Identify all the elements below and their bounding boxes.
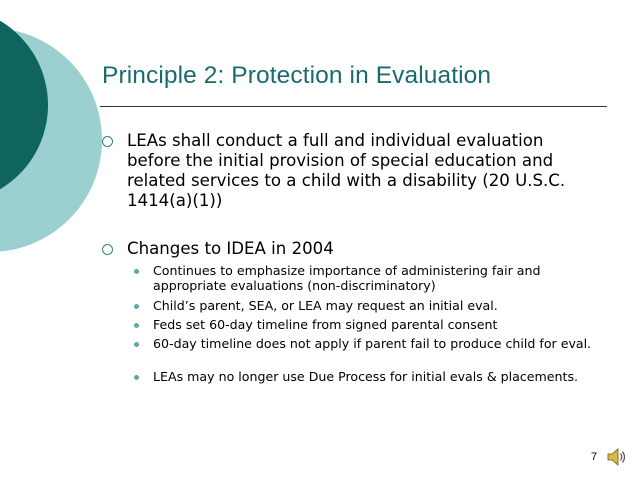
dot-bullet-icon (134, 342, 139, 347)
sub-bullet-item (134, 369, 604, 384)
sub-bullet-item (134, 317, 604, 332)
sub-bullet-text: Child’s parent, SEA, or LEA may request an initial eval. (153, 298, 498, 313)
dot-bullet-icon (134, 304, 139, 309)
bullet-text: LEAs shall conduct a full and individual evaluation before the initial provision of special education and related services to a child with a disability (20 U.S.C. 1414(a)(1)) (127, 131, 566, 210)
sub-bullet-item (134, 298, 604, 313)
sub-bullet-text: Continues to emphasize importance of administering fair and appropriate evaluations (non-discriminatory) (153, 263, 541, 293)
slide-title: Principle 2: Protection in Evaluation (102, 62, 492, 89)
sub-bullet-item (134, 336, 604, 351)
hollow-circle-bullet-icon (102, 136, 113, 147)
page-number: 7 (591, 451, 598, 463)
dot-bullet-icon (134, 269, 139, 274)
bullet-text: Changes to IDEA in 2004 (127, 239, 334, 258)
hollow-circle-bullet-icon (102, 244, 113, 255)
decorative-circles (0, 0, 130, 260)
sub-bullet-text: Feds set 60-day timeline from signed parental consent (153, 317, 498, 332)
title-divider (100, 106, 607, 107)
sub-bullet-text: LEAs may no longer use Due Process for initial evals & placements. (153, 369, 579, 384)
decorative-circles-graphic (0, 0, 130, 260)
speaker-icon[interactable] (606, 446, 628, 472)
dot-bullet-icon (134, 375, 139, 380)
speaker-icon-graphic (606, 446, 628, 468)
bullet-item (102, 131, 602, 211)
sub-bullet-item (134, 263, 604, 293)
dot-bullet-icon (134, 323, 139, 328)
bullet-item (102, 239, 602, 259)
sub-bullet-text: 60-day timeline does not apply if parent fail to produce child for eval. (153, 336, 592, 351)
